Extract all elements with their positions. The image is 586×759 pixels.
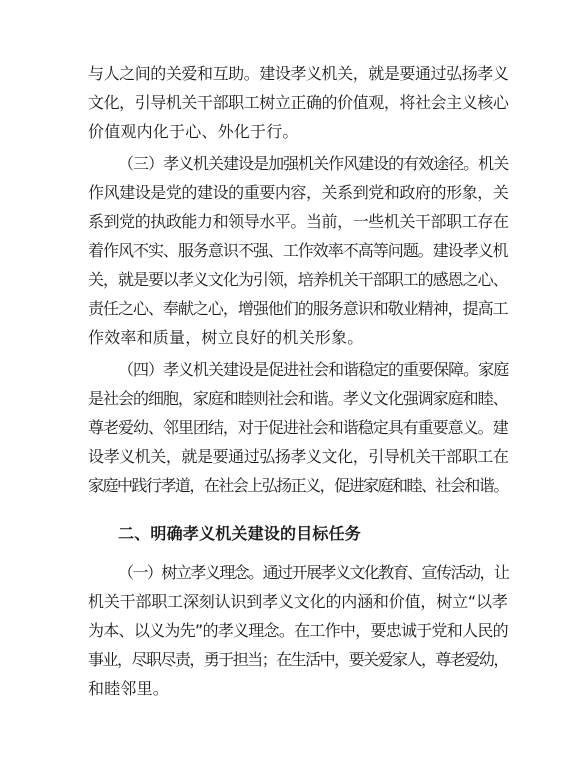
- paragraph-line: 作效率和质量，树立良好的机关形象。: [88, 328, 364, 347]
- paragraph-line: （四）孝义机关建设是促进社会和谐稳定的重要保障。家庭: [118, 360, 509, 379]
- paragraph-line: 事业，尽职尽责，勇于担当；在生活中，要关爱家人，尊老爱幼，: [88, 650, 508, 669]
- paragraph-line: 尊老爱幼、邻里团结，对于促进社会和谐稳定具有重要意义。建: [88, 418, 508, 437]
- paragraph-line: 文化，引导机关干部职工树立正确的价值观，将社会主义核心: [88, 93, 509, 112]
- paragraph-line: 关，就是要以孝义文化为引领，培养机关干部职工的感恩之心、: [88, 270, 508, 289]
- section-heading: 二、明确孝义机关建设的目标任务: [118, 524, 362, 543]
- paragraph-line: （三）孝义机关建设是加强机关作风建设的有效途径。机关: [118, 154, 509, 173]
- paragraph-line: 系到党的执政能力和领导水平。当前，一些机关干部职工存在: [88, 212, 509, 231]
- paragraph-line: 设孝义机关，就是要通过弘扬孝义文化，引导机关干部职工在: [88, 447, 509, 466]
- paragraph-line: 责任之心、奉献之心，增强他们的服务意识和敬业精神，提高工: [88, 299, 508, 318]
- paragraph-line: 家庭中践行孝道，在社会上弘扬正义，促进家庭和睦、社会和谐。: [88, 476, 508, 495]
- paragraph-line: 和睦邻里。: [88, 679, 170, 698]
- paragraph-line: 机关干部职工深刻认识到孝义文化的内涵和价值，树立“以孝: [88, 592, 508, 611]
- paragraph-line: （一）树立孝义理念。通过开展孝义文化教育、宣传活动，让: [118, 563, 509, 582]
- paragraph-line: 为本、以义为先”的孝义理念。在工作中，要忠诚于党和人民的: [88, 621, 508, 640]
- paragraph-line: 着作风不实、服务意识不强、工作效率不高等问题。建设孝义机: [88, 241, 508, 260]
- paragraph-line: 是社会的细胞，家庭和睦则社会和谐。孝义文化强调家庭和睦、: [88, 389, 508, 408]
- paragraph-line: 价值观内化于心、外化于行。: [88, 122, 299, 141]
- paragraph-line: 与人之间的关爱和互助。建设孝义机关，就是要通过弘扬孝义: [88, 64, 509, 83]
- paragraph-line: 作风建设是党的建设的重要内容，关系到党和政府的形象，关: [88, 183, 509, 202]
